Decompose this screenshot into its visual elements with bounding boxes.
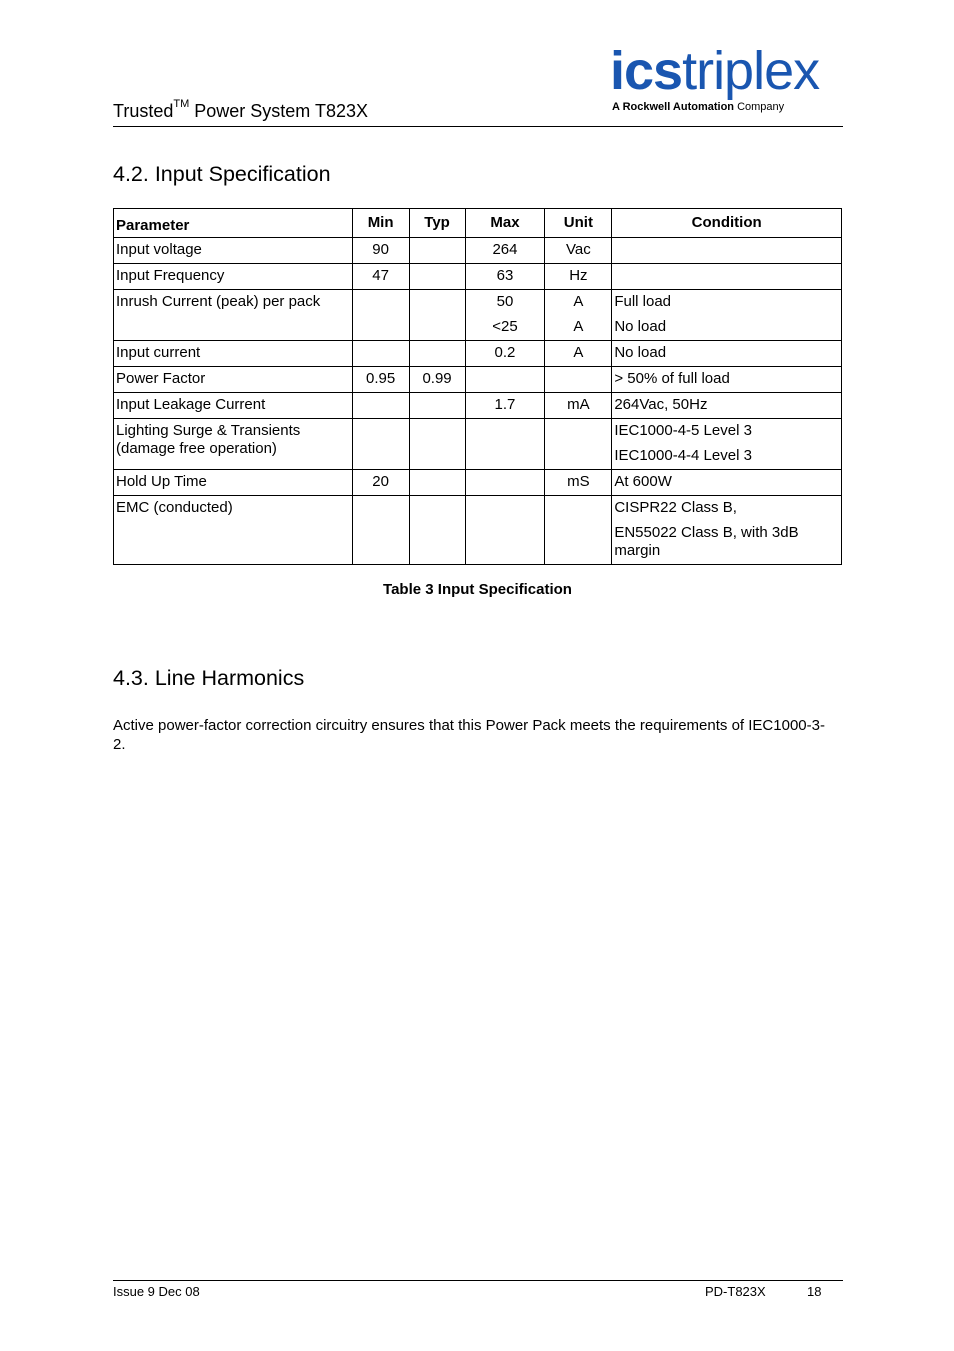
cell-condition xyxy=(612,290,842,341)
logo-ics: ics xyxy=(610,41,683,101)
table-row xyxy=(114,238,842,264)
cell-min xyxy=(352,341,409,367)
table-row xyxy=(114,496,842,565)
cell-text: No load xyxy=(614,318,667,335)
cell-unit xyxy=(545,238,612,264)
cell-unit xyxy=(545,290,612,341)
cell-parameter xyxy=(114,238,353,264)
footer-page-number: 18 xyxy=(807,1284,822,1299)
cell-text: No load xyxy=(614,344,667,361)
table-row xyxy=(114,367,842,393)
cell-min xyxy=(352,470,409,496)
cell-text: EMC (conducted) xyxy=(116,499,233,516)
cell-parameter xyxy=(114,341,353,367)
cell-min xyxy=(352,419,409,470)
cell-text: 50 xyxy=(496,293,514,310)
cell-text: 0.95 xyxy=(366,370,396,387)
cell-typ xyxy=(409,238,465,264)
cell-typ xyxy=(409,470,465,496)
cell-typ xyxy=(409,264,465,290)
logo-wordmark xyxy=(610,43,843,99)
logo-tagline xyxy=(610,101,843,113)
cell-condition xyxy=(612,238,842,264)
column-header: Max xyxy=(465,209,545,238)
cell-condition xyxy=(612,341,842,367)
logo-tagline-rest: Company xyxy=(734,101,785,113)
cell-unit xyxy=(545,393,612,419)
cell-text: <25 xyxy=(492,318,518,335)
cell-unit xyxy=(545,264,612,290)
cell-text: A xyxy=(573,318,584,335)
cell-condition xyxy=(612,419,842,470)
cell-condition xyxy=(612,393,842,419)
cell-text: Vac xyxy=(566,241,591,258)
cell-condition xyxy=(612,496,842,565)
header-divider xyxy=(113,126,843,127)
cell-unit xyxy=(545,470,612,496)
cell-max xyxy=(465,290,545,341)
cell-typ xyxy=(409,496,465,565)
cell-text: At 600W xyxy=(614,473,672,490)
cell-min xyxy=(352,290,409,341)
cell-min xyxy=(352,367,409,393)
cell-parameter xyxy=(114,264,353,290)
cell-text: 20 xyxy=(372,473,389,490)
cell-text: Input voltage xyxy=(116,241,202,258)
cell-text: > 50% of full load xyxy=(614,370,730,387)
ics-triplex-logo xyxy=(610,43,843,113)
cell-condition xyxy=(612,367,842,393)
input-spec-table xyxy=(113,208,842,565)
cell-text: A xyxy=(573,293,584,310)
cell-parameter xyxy=(114,367,353,393)
cell-text: Lighting Surge & Transients (damage free operation) xyxy=(116,422,301,457)
line-harmonics-paragraph: Active power-factor correction circuitry ensures that this Power Pack meets the requirements of IEC1000-3-2. xyxy=(113,717,825,753)
cell-text: EN55022 Class B, with 3dB margin xyxy=(614,524,799,559)
cell-text: Full load xyxy=(614,293,672,310)
cell-typ xyxy=(409,341,465,367)
cell-max xyxy=(465,496,545,565)
table-row xyxy=(114,470,842,496)
document-title xyxy=(113,98,368,122)
cell-text: Hz xyxy=(569,267,588,284)
cell-parameter xyxy=(114,419,353,470)
cell-text: 63 xyxy=(496,267,514,284)
footer-issue: Issue 9 Dec 08 xyxy=(113,1284,200,1299)
cell-typ xyxy=(409,419,465,470)
cell-text: 264 xyxy=(492,241,518,258)
cell-text: 0.2 xyxy=(494,344,516,361)
table-row xyxy=(114,419,842,470)
cell-unit xyxy=(545,496,612,565)
cell-max xyxy=(465,393,545,419)
cell-typ xyxy=(409,290,465,341)
cell-text: Input current xyxy=(116,344,201,361)
title-rest: Power System T823X xyxy=(189,101,368,121)
cell-text: 47 xyxy=(372,267,389,284)
trademark-sup: TM xyxy=(173,98,190,110)
cell-min xyxy=(352,264,409,290)
cell-text: mA xyxy=(567,396,590,413)
cell-text: Power Factor xyxy=(116,370,206,387)
cell-typ xyxy=(409,367,465,393)
cell-max xyxy=(465,470,545,496)
cell-typ xyxy=(409,393,465,419)
footer-doc-id: PD-T823X xyxy=(705,1284,766,1299)
table-row xyxy=(114,393,842,419)
cell-text: A xyxy=(573,344,584,361)
cell-text: 0.99 xyxy=(422,370,452,387)
section-heading-line-harmonics: 4.3. Line Harmonics xyxy=(113,666,305,690)
cell-unit xyxy=(545,367,612,393)
table-row xyxy=(114,341,842,367)
cell-min xyxy=(352,238,409,264)
cell-text: 90 xyxy=(372,241,389,258)
cell-text: Inrush Current (peak) per pack xyxy=(116,293,321,310)
logo-triplex: triplex xyxy=(682,41,820,101)
cell-condition xyxy=(612,470,842,496)
cell-max xyxy=(465,341,545,367)
cell-max xyxy=(465,367,545,393)
cell-parameter xyxy=(114,290,353,341)
cell-condition xyxy=(612,264,842,290)
cell-parameter xyxy=(114,496,353,565)
cell-max xyxy=(465,238,545,264)
cell-text: 264Vac, 50Hz xyxy=(614,396,708,413)
cell-min xyxy=(352,393,409,419)
column-header: Typ xyxy=(409,209,465,238)
cell-text: IEC1000-4-4 Level 3 xyxy=(614,447,752,464)
title-main: Trusted xyxy=(113,101,174,121)
cell-text: IEC1000-4-5 Level 3 xyxy=(614,422,752,439)
table-row xyxy=(114,264,842,290)
logo-tagline-bold: A Rockwell Automation xyxy=(612,101,735,113)
cell-text: 1.7 xyxy=(494,396,516,413)
cell-unit xyxy=(545,419,612,470)
column-header: Unit xyxy=(545,209,612,238)
section-heading-input-spec: 4.2. Input Specification xyxy=(113,162,331,186)
column-header: Min xyxy=(352,209,409,238)
column-header: Condition xyxy=(612,209,842,238)
cell-text: Input Frequency xyxy=(116,267,225,284)
table-row xyxy=(114,290,842,341)
cell-text: Input Leakage Current xyxy=(116,396,266,413)
cell-parameter xyxy=(114,393,353,419)
column-header: Parameter xyxy=(114,209,353,238)
cell-unit xyxy=(545,341,612,367)
cell-text: mS xyxy=(567,473,590,490)
table-caption: Table 3 Input Specification xyxy=(383,581,572,598)
cell-max xyxy=(465,264,545,290)
cell-text: Hold Up Time xyxy=(116,473,207,490)
cell-min xyxy=(352,496,409,565)
footer-divider xyxy=(113,1280,843,1281)
cell-max xyxy=(465,419,545,470)
cell-text: CISPR22 Class B, xyxy=(614,499,737,516)
cell-parameter xyxy=(114,470,353,496)
table-header-row xyxy=(114,209,842,238)
